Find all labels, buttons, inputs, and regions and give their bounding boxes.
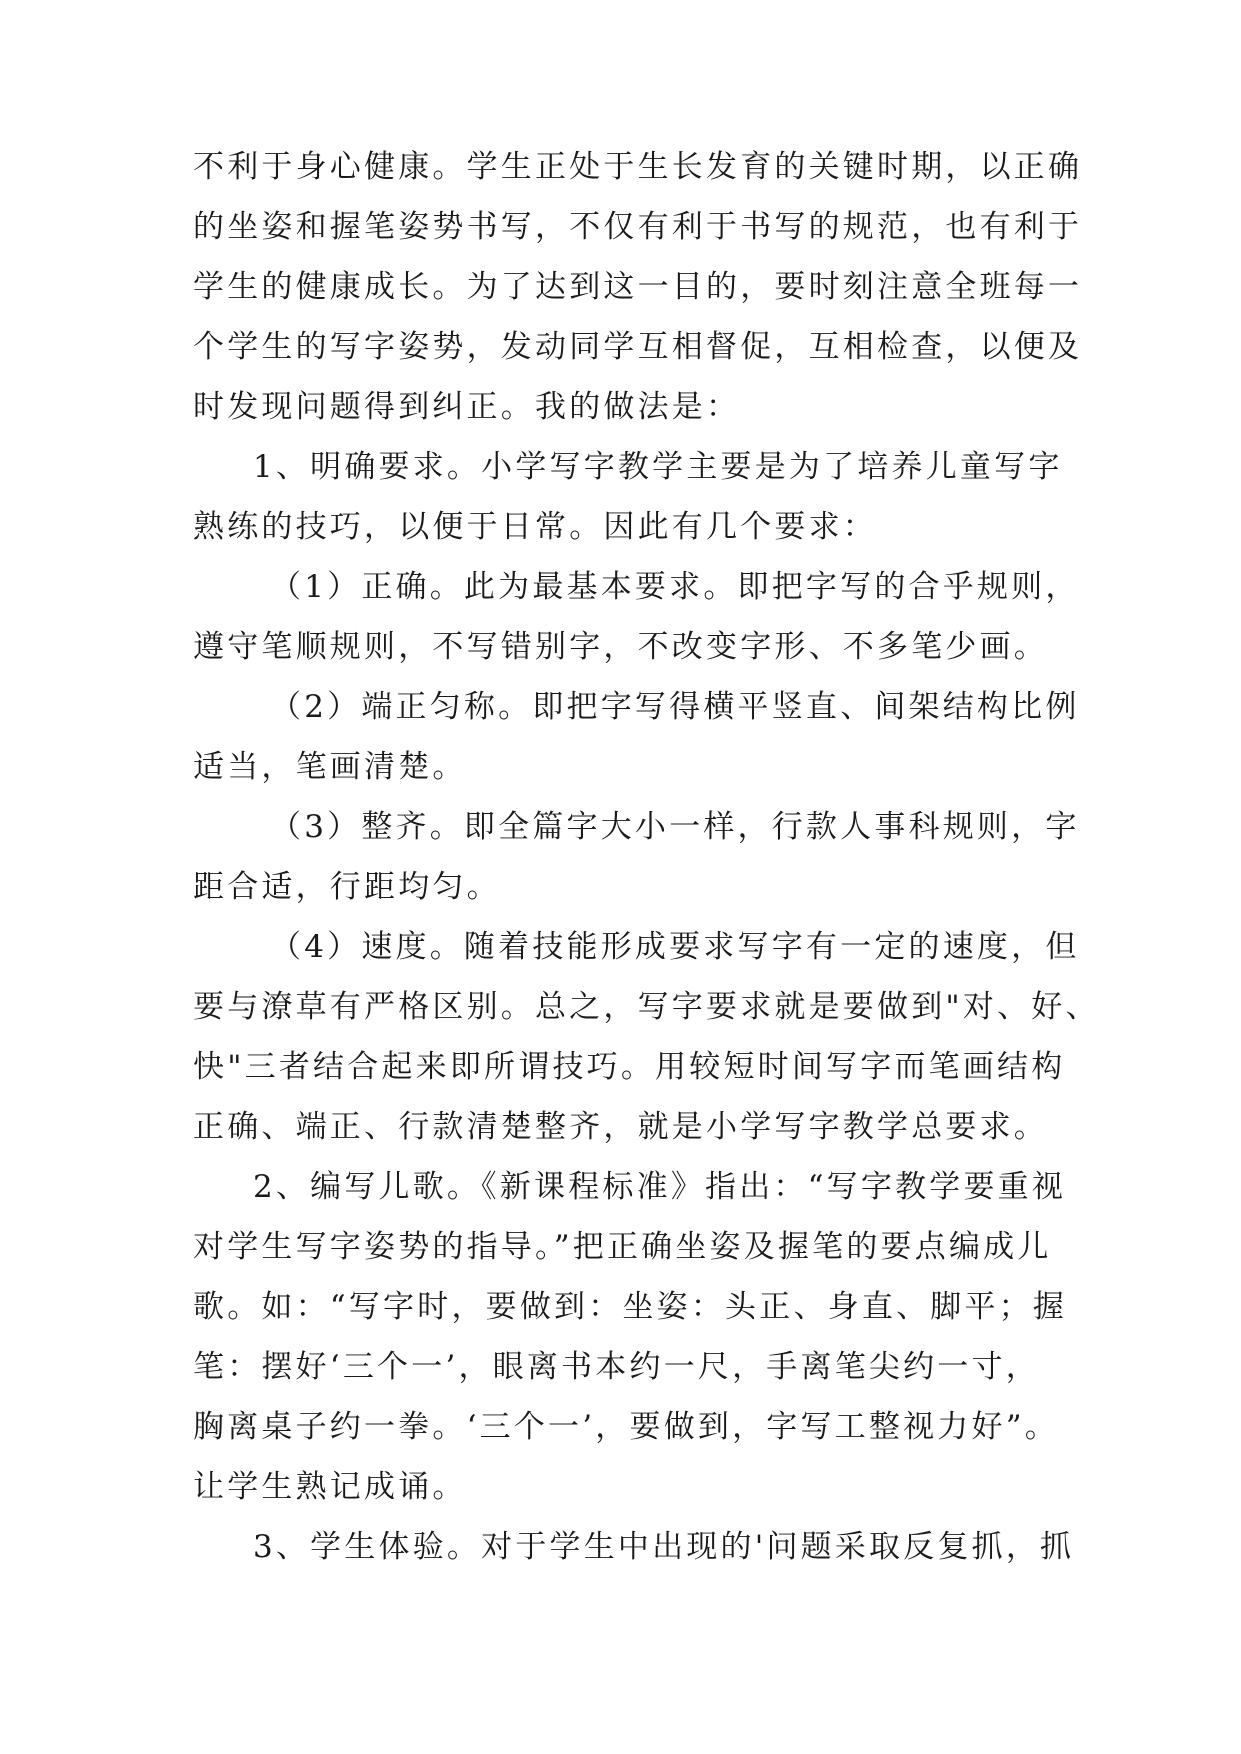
text-line: （3）整齐。即全篇字大小一样，行款人事科规则，字 bbox=[270, 809, 1080, 845]
text-line: 1、明确要求。小学写字教学主要是为了培养儿童写字 bbox=[253, 449, 1063, 485]
text-line: 遵守笔顺规则，不写错别字，不改变字形、不多笔少画。 bbox=[193, 629, 1048, 665]
text-line: 熟练的技巧，以便于日常。因此有几个要求： bbox=[193, 509, 877, 545]
text-line: 胸离桌子约一拳。‘三个一’，要做到，字写工整视力好”。 bbox=[193, 1409, 1059, 1445]
text-line: 歌。如：“写字时，要做到：坐姿：头正、身直、脚平；握 bbox=[193, 1289, 1068, 1325]
text-line: 学生的健康成长。为了达到这一目的，要时刻注意全班每一 bbox=[193, 269, 1083, 305]
text-line: 时发现问题得到纠正。我的做法是： bbox=[193, 389, 741, 425]
text-line: 的坐姿和握笔姿势书写，不仅有利于书写的规范，也有利于 bbox=[193, 209, 1083, 245]
text-line: 快"三者结合起来即所谓技巧。用较短时间写字而笔画结构 bbox=[193, 1049, 1066, 1085]
text-line: 正确、端正、行款清楚整齐，就是小学写字教学总要求。 bbox=[193, 1109, 1048, 1145]
text-line: 3、学生体验。对于学生中出现的'问题采取反复抓，抓 bbox=[253, 1529, 1075, 1565]
text-line: 距合适，行距均匀。 bbox=[193, 869, 501, 905]
text-line: 笔：摆好‘三个一’，眼离书本约一尺，手离笔尖约一寸， bbox=[193, 1349, 1040, 1385]
text-line: 让学生熟记成诵。 bbox=[193, 1469, 467, 1505]
text-line: 2、编写儿歌。《新课程标准》指出：“写字教学要重视 bbox=[253, 1169, 1067, 1205]
text-line: （1）正确。此为最基本要求。即把字写的合乎规则， bbox=[270, 569, 1080, 605]
text-line: （4）速度。随着技能形成要求写字有一定的速度，但 bbox=[270, 929, 1080, 965]
text-line: 个学生的写字姿势，发动同学互相督促，互相检查，以便及 bbox=[193, 329, 1083, 365]
text-line: 适当，笔画清楚。 bbox=[193, 749, 467, 785]
text-line: 对学生写字姿势的指导。”把正确坐姿及握笔的要点编成儿 bbox=[193, 1229, 1052, 1265]
text-line: （2）端正匀称。即把字写得横平竖直、间架结构比例 bbox=[270, 689, 1080, 725]
text-line: 不利于身心健康。学生正处于生长发育的关键时期，以正确 bbox=[193, 149, 1083, 185]
text-line: 要与潦草有严格区别。总之，写字要求就是要做到"对、好、 bbox=[193, 989, 1100, 1025]
